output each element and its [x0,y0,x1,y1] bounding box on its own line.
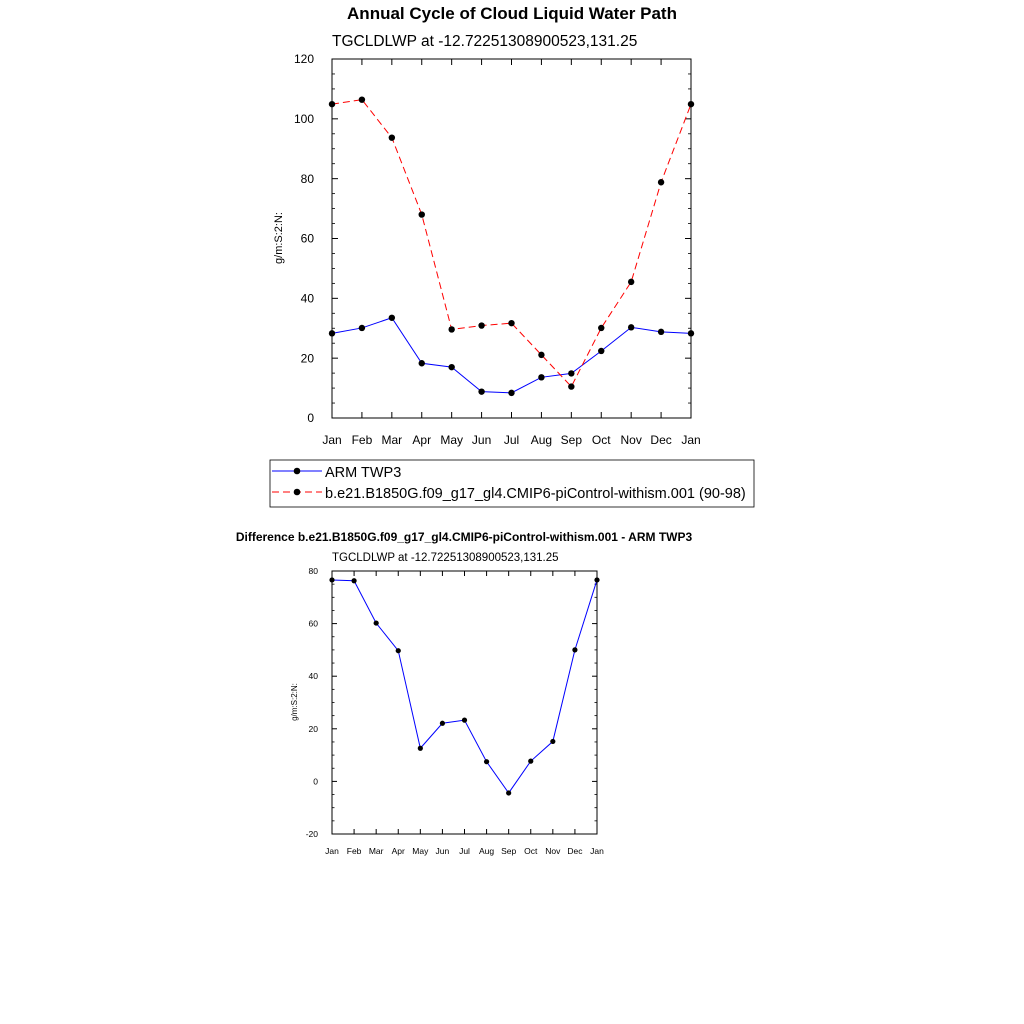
x-tick-label: Jan [590,846,604,856]
data-point [418,746,423,751]
y-tick-label: 20 [308,723,318,734]
y-tick-label: 0 [307,411,314,426]
data-point [484,759,489,764]
y-axis-label: g/m:S:2:N: [273,212,285,264]
x-tick-label: Nov [620,433,642,447]
plot-area-top [294,52,701,447]
chart-difference [236,530,693,856]
chart-subtitle: TGCLDLWP at -12.72251308900523,131.25 [332,33,638,50]
data-point [538,352,544,358]
x-tick-label: Dec [567,846,583,856]
data-point [658,179,664,185]
data-point [351,578,356,583]
y-axis-label: g/m:S:2:N: [290,683,299,721]
x-tick-label: May [412,846,429,856]
x-tick-label: Feb [351,433,373,447]
data-point [598,348,604,354]
series-line-1 [332,100,691,387]
series-line-0 [332,318,691,393]
y-tick-label: 100 [293,112,314,127]
plot-area-bottom [306,566,604,856]
y-tick-label: 80 [300,171,314,186]
y-tick-label: 60 [300,231,314,246]
y-tick-label: 120 [293,52,314,67]
plot-frame [332,59,691,418]
x-tick-label: Jan [681,433,701,447]
y-tick-label: 20 [300,351,314,366]
y-tick-label: 40 [308,671,318,682]
y-tick-label: 80 [308,565,318,576]
x-tick-label: Mar [381,433,403,447]
x-tick-label: Apr [391,846,405,856]
data-point [359,325,365,331]
y-tick-label: 40 [300,291,314,306]
chart-title: Annual Cycle of Cloud Liquid Water Path [347,4,677,23]
data-point [508,390,514,396]
data-point [462,718,467,723]
chart-annual-cycle [270,4,754,507]
data-point [329,577,334,582]
data-point [419,360,425,366]
data-point [528,759,533,764]
x-tick-label: Sep [501,846,517,856]
data-point [389,134,395,140]
data-point [440,721,445,726]
y-tick-label: 60 [308,618,318,629]
x-tick-label: Jul [503,433,520,447]
data-point [389,315,395,321]
x-tick-label: Sep [560,433,583,447]
x-tick-label: Jan [325,846,339,856]
x-tick-label: Dec [650,433,672,447]
data-point [508,320,514,326]
legend-label-arm: ARM TWP3 [325,465,402,481]
x-tick-label: Nov [545,846,561,856]
chart-title: Difference b.e21.B1850G.f09_g17_gl4.CMIP6-piControl-withism.001 - ARM TWP3 [235,530,693,544]
data-point [550,739,555,744]
x-tick-label: Jun [471,433,492,447]
chart-subtitle: TGCLDLWP at -12.72251308900523,131.25 [332,552,559,564]
data-point [359,96,365,102]
data-point [658,329,664,335]
x-tick-label: Jun [435,846,450,856]
x-tick-label: Jan [322,433,342,447]
series-line-0 [332,580,597,793]
x-tick-label: Feb [346,846,362,856]
legend-marker-arm [294,468,301,475]
data-point [572,647,577,652]
data-point [329,330,335,336]
x-tick-label: Mar [368,846,384,856]
x-tick-label: Aug [479,846,495,856]
y-tick-label: -20 [305,828,318,839]
data-point [374,620,379,625]
x-tick-label: Oct [524,846,538,856]
data-point [448,364,454,370]
legend-marker-model [294,489,301,496]
data-point [396,648,401,653]
data-point [688,330,694,336]
data-point [478,388,484,394]
data-point [448,326,454,332]
data-point [478,322,484,328]
legend-label-model: b.e21.B1850G.f09_g17_gl4.CMIP6-piControl-withism.001 (90-98) [325,486,746,502]
data-point [538,374,544,380]
x-tick-label: Apr [412,433,432,447]
data-point [688,101,694,107]
x-tick-label: Jul [459,846,470,856]
data-point [628,279,634,285]
legend [270,460,754,507]
data-point [628,324,634,330]
data-point [506,790,511,795]
x-tick-label: Aug [530,433,553,447]
data-point [419,211,425,217]
x-tick-label: May [440,433,464,447]
data-point [568,370,574,376]
data-point [568,383,574,389]
plot-frame [332,571,597,834]
x-tick-label: Oct [591,433,611,447]
data-point [594,577,599,582]
data-point [329,101,335,107]
data-point [598,325,604,331]
y-tick-label: 0 [313,776,318,787]
